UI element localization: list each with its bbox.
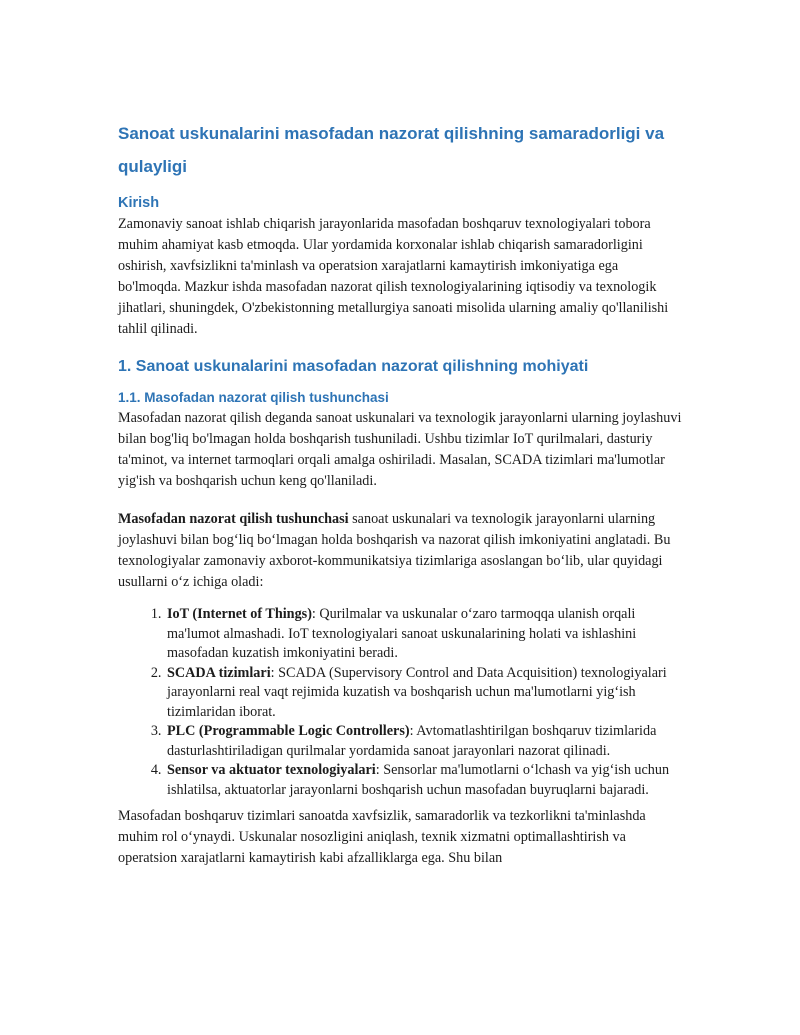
list-item-plc [165, 722, 684, 761]
paragraph-concept [118, 509, 684, 593]
list-item-sensor-aktuator [165, 761, 684, 800]
list-item-scada [165, 664, 684, 723]
heading-section-1: 1. Sanoat uskunalarini masofadan nazorat qilishning mohiyati [118, 358, 589, 375]
concept-lead-text: Masofadan nazorat qilish tushunchasi [118, 511, 349, 527]
concept-rest-text: sanoat uskunalari va texnologik jarayonlarni ularning joylashuvi bilan bog‘liq bo‘lmagan holda boshqarish va nazorat qilish imkoniyatini anglatadi. Bu texnologiyalar zamonaviy axborot-kommunikatsiya tizimlariga asoslangan bo‘lib, ular quyidagi usullarni o‘z ichiga oladi: [118, 511, 671, 590]
list-item-description: : Avtomatlashtirilgan boshqaruv tizimlarida dasturlashtiriladigan qurilmalar yordamida sanoat jarayonlari nazorat qilinadi. [167, 723, 657, 759]
paragraph-definition: Masofadan nazorat qilish deganda sanoat uskunalari va texnologik jarayonlarni ularning joylashuvi bilan bog'liq bo'lmagan holda boshqarish tushuniladi. Ushbu tizimlar IoT qurilmalari, dasturiy ta'minot, va internet tarmoqlari orqali amalga oshiriladi. Masalan, SCADA tizimlari ma'lumotlar yig'ish va boshqarish uchun keng qo'llaniladi. [118, 410, 682, 489]
heading-kirish: Kirish [118, 195, 160, 211]
heading-section-1-1: 1.1. Masofadan nazorat qilish tushunchasi [118, 390, 389, 405]
list-item-description: : Sensorlar ma'lumotlarni o‘lchash va yig‘ish uchun ishlatilsa, aktuatorlar jarayonlarni boshqarish uchun masofadan buyruqlarni bajaradi. [167, 762, 670, 798]
list-item-term: PLC (Programmable Logic Controllers) [167, 723, 410, 739]
list-item-term: Sensor va aktuator texnologiyalari [167, 762, 376, 778]
paragraph-closing: Masofadan boshqaruv tizimlari sanoatda xavfsizlik, samaradorlik va tezkorlikni ta'minlashda muhim rol o‘ynaydi. Uskunalar nosozligini aniqlash, texnik xizmatni optimallashtirish va operatsion xarajatlarni kamaytirish kabi afzalliklarga ega. Shu bilan [118, 808, 646, 866]
paragraph-intro: Zamonaviy sanoat ishlab chiqarish jarayonlarida masofadan boshqaruv texnologiyalari tobora muhim ahamiyat kasb etmoqda. Ular yordamida korxonalar ishlab chiqarish samaradorligini oshirish, xavfsizlikni ta'minlash va operatsion xarajatlarni kamaytirish imkoniyatiga ega bo'lmoqda. Mazkur ishda masofadan nazorat qilish texnologiyalarining iqtisodiy va texnologik jihatlari, shuningdek, O'zbekistonning metallurgiya sanoati misolida ularning amaliy qo'llanilishi tahlil qilinadi. [118, 216, 669, 337]
list-item-term: SCADA tizimlari [167, 664, 271, 681]
methods-list [118, 605, 684, 800]
list-item-description: : Qurilmalar va uskunalar o‘zaro tarmoqqa ulanish orqali ma'lumot almashadi. IoT texnologiyalari sanoat uskunalarining holati va ishlashini masofadan kuzatish imkoniyatini beradi. [167, 606, 637, 661]
list-item-description: : SCADA (Supervisory Control and Data Acquisition) texnologiyalari jarayonlarni real vaqt rejimida kuzatish va boshqarish uchun ma'lumotlarni yig‘ish tizimlaridan iborat. [167, 664, 667, 720]
document-title: Sanoat uskunalarini masofadan nazorat qilishning samaradorligi va qulayligi [118, 124, 665, 176]
list-item-iot [165, 605, 684, 664]
list-item-term: IoT (Internet of Things) [167, 606, 312, 622]
